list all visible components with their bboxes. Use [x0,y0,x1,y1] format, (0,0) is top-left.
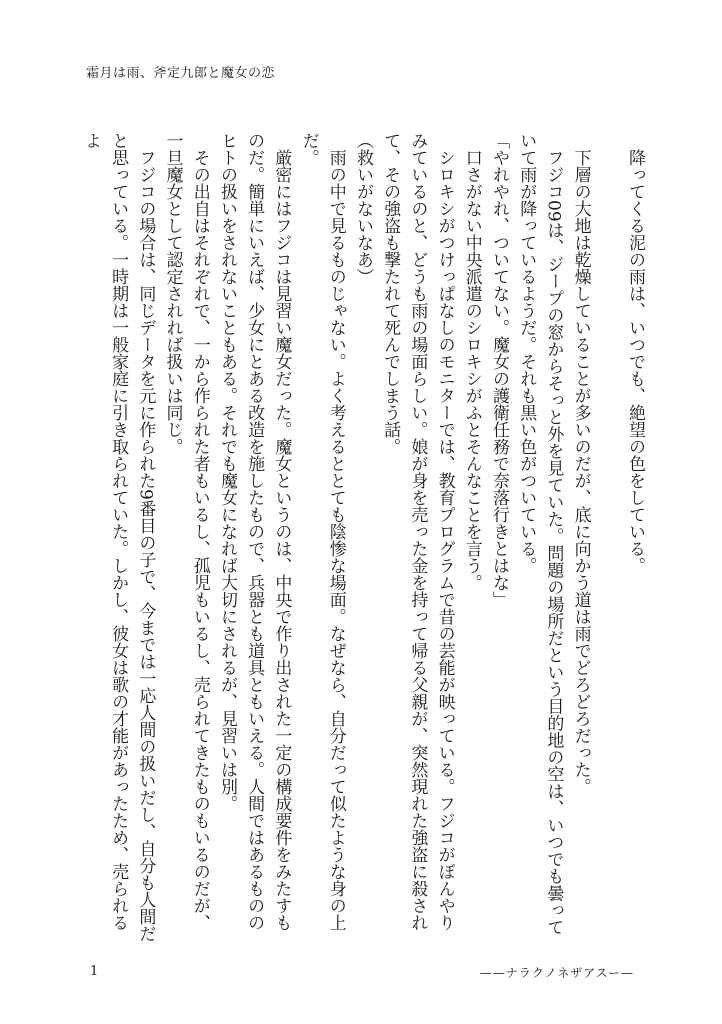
page-number: 1 [90,964,99,979]
paragraph: 降ってくる泥の雨は、いつでも、絶望の色をしている。 [625,132,645,574]
paragraph: フジコ09は、ジープの窓からそっと外を見ていた。問題の場所だという目的地の空は、いつでも曇っていて雨が降っているようだ。それも黒い色がついている。 [516,132,564,936]
paragraph: （救いがないなあ） [352,132,373,285]
paragraph-blank [594,132,621,942]
paragraph: 下層の大地は乾燥していることが多いのだが、底に向かう道は雨でどろどろだった。 [570,132,591,795]
paragraph: 「やれやれ、ついてない。魔女の護衛任務で奈落行きとはな」 [488,132,509,608]
paragraph: その出自はそれぞれで、一から作られた者もいるし、孤児もいるし、売られてきたものもいるのだが、一旦魔女として認定されれば扱いは同じ。 [162,132,210,931]
paragraph: 雨の中で見るものじゃない。よく考えるととても陰惨な場面。なぜなら、自分だって似たような身の上だ。 [298,132,346,931]
paragraph: 口さがない中央派遣のシロキシがふとそんなことを言う。 [461,132,482,591]
running-footer: ——ナラクノネザアスー— [479,966,634,980]
body-text [80,132,648,942]
paragraph: 厳密にはフジコは見習い魔女だった。魔女というのは、中央で作り出された一定の構成要件をみたすものだ。簡単にいえば、少女にとある改造を施したもので、兵器とも道具ともいえる。人間ではあるもののヒトの扱いをされないこともある。それでも魔女になれば大切にされるが、見習いは別。 [216,132,292,931]
running-header: 霜月は雨、斧定九郎と魔女の恋 [86,66,276,81]
paragraph: フジコの場合は、同じデータを元に作られた9番目の子で、今までは一応人間の扱いだし、自分も人間だと思っている。一時期は一般家庭に引き取られていた。しかし、彼女は歌の才能があったため、売られるよ [80,132,156,942]
paragraph: シロキシがつけっぱなしのモニターでは、教育プログラムで昔の芸能が映っている。フジコがぼんやりみているのと、どうも雨の場面らしい。娘が身を売った金を持って帰る父親が、突然現れた強盗に殺されて、その強盗も撃たれて死んでしまう話。 [380,132,455,931]
